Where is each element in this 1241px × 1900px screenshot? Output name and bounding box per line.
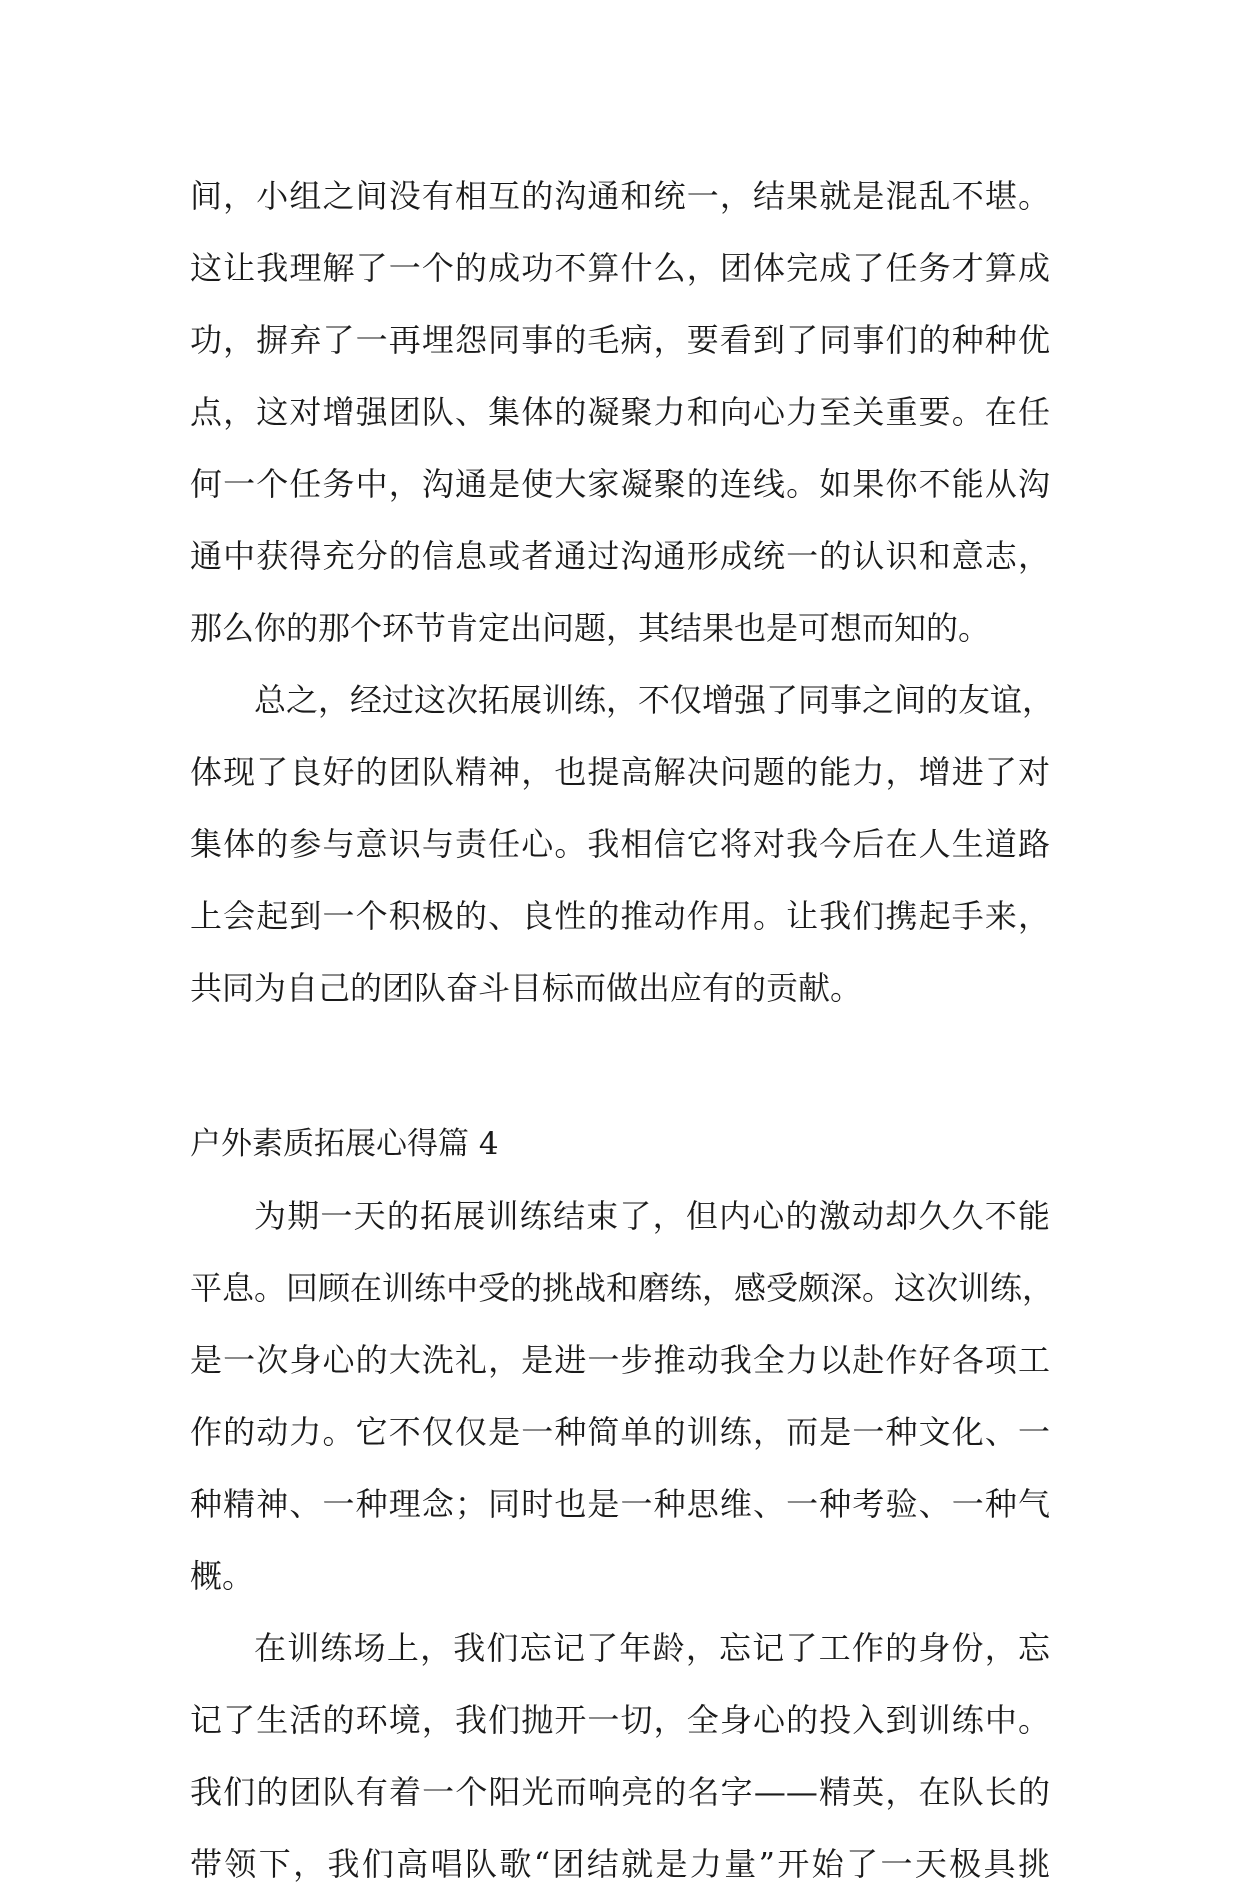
text-line: 点，这对增强团队、集体的凝聚力和向心力至关重要。在任: [190, 393, 1050, 431]
paragraph-training: [190, 1612, 1050, 1900]
text-line: 间，小组之间没有相互的沟通和统一，结果就是混乱不堪。: [190, 177, 1050, 215]
text-line: 平息。回顾在训练中受的挑战和磨练，感受颇深。这次训练，: [190, 1269, 1055, 1307]
paragraph-intro: [190, 1180, 1055, 1612]
text-line: 带领下，我们高唱队歌“团结就是力量”开始了一天极具挑: [190, 1845, 1050, 1883]
text-line: 我们的团队有着一个阳光而响亮的名字——精英，在队长的: [190, 1773, 1050, 1811]
section-heading: 户外素质拓展心得篇 4: [190, 1126, 499, 1162]
text-line: 在训练场上，我们忘记了年龄，忘记了工作的身份，忘: [254, 1629, 1050, 1667]
text-line: 功，摒弃了一再埋怨同事的毛病，要看到了同事们的种种优: [190, 321, 1050, 359]
paragraph-continuation: [190, 160, 1050, 664]
document-body: [190, 160, 1055, 1900]
text-line: 那么你的那个环节肯定出问题，其结果也是可想而知的。: [190, 609, 991, 647]
section-spacer: [190, 1024, 1050, 1108]
text-line: 记了生活的环境，我们抛开一切，全身心的投入到训练中。: [190, 1701, 1050, 1739]
text-line: 是一次身心的大洗礼，是进一步推动我全力以赴作好各项工: [190, 1341, 1050, 1379]
text-line: 集体的参与意识与责任心。我相信它将对我今后在人生道路: [190, 825, 1050, 863]
text-line: 这让我理解了一个的成功不算什么，团体完成了任务才算成: [190, 249, 1050, 287]
text-line: 通中获得充分的信息或者通过沟通形成统一的认识和意志，: [190, 537, 1050, 575]
paragraph-conclusion: [190, 664, 1055, 1024]
text-line: 作的动力。它不仅仅是一种简单的训练，而是一种文化、一: [190, 1413, 1050, 1451]
text-line: 总之，经过这次拓展训练，不仅增强了同事之间的友谊，: [254, 681, 1055, 719]
text-line: 为期一天的拓展训练结束了，但内心的激动却久久不能: [254, 1197, 1050, 1235]
text-line: 共同为自己的团队奋斗目标而做出应有的贡献。: [190, 969, 863, 1007]
text-line: 体现了良好的团队精神，也提高解决问题的能力，增进了对: [190, 753, 1050, 791]
text-line: 上会起到一个积极的、良性的推动作用。让我们携起手来，: [190, 897, 1050, 935]
text-line: 种精神、一种理念；同时也是一种思维、一种考验、一种气: [190, 1485, 1050, 1523]
text-line: 概。: [190, 1557, 255, 1595]
text-line: 何一个任务中，沟通是使大家凝聚的连线。如果你不能从沟: [190, 465, 1050, 503]
